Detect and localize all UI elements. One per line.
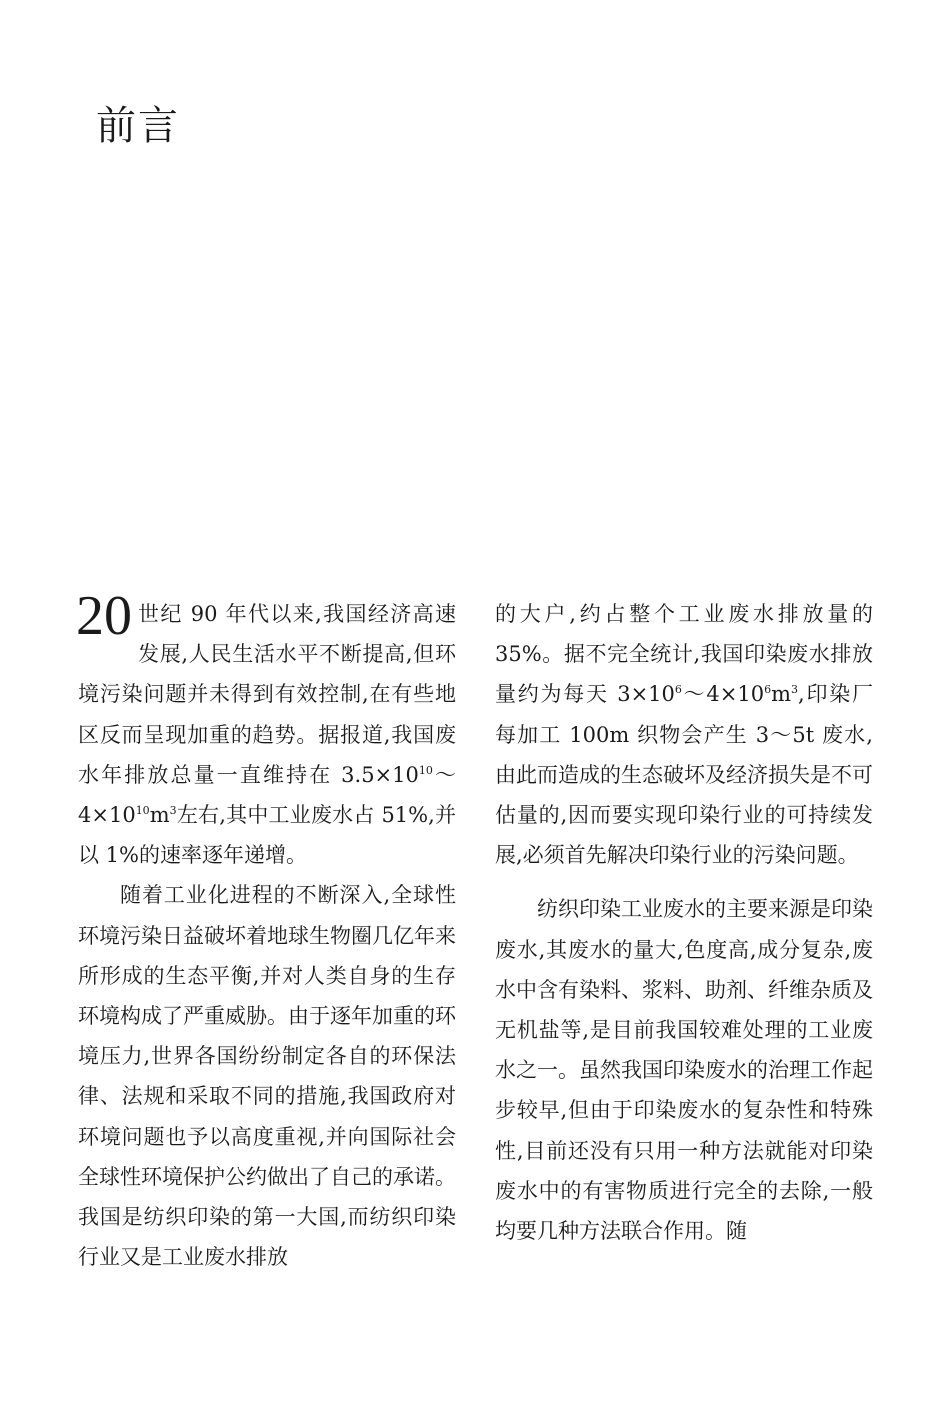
drop-cap-number: 20 [76, 585, 132, 647]
right-column [495, 594, 873, 1251]
exponent: 6 [674, 683, 682, 697]
paragraph-intro [76, 585, 456, 875]
left-column [76, 585, 456, 1277]
intro-text-b: ～4×10 [78, 762, 456, 828]
intro-text-c: m [149, 803, 170, 828]
exponent: 10 [418, 763, 433, 777]
exponent: 3 [169, 804, 177, 818]
paragraph-continued [495, 594, 873, 875]
exponent: 10 [135, 804, 150, 818]
continued-text-d: ,印染厂每加工 100m 织物会产生 3～5t 废水,由此而造成的生态破坏及经济损失是不可估量的,因而要实现印染行业的可持续发展,必须首先解决印染行业的污染问题。 [495, 682, 873, 868]
intro-text-d: 左右,其中工业废水占 51%,并以 1%的速率逐年递增。 [78, 803, 456, 868]
intro-text-a: 世纪 90 年代以来,我国经济高速发展,人民生活水平不断提高,但环境污染问题并未得到有效控制,在有些地区反而呈现加重的趋势。据报道,我国废水年排放总量一直维持在 3.5×10 [78, 602, 456, 787]
continued-text-c: m [771, 682, 792, 707]
page-title: 前言 [96, 103, 180, 149]
paragraph-industrialization: 随着工业化进程的不断深入,全球性环境污染日益破坏着地球生物圈几亿年来所形成的生态平衡,并对人类自身的生存环境构成了严重威胁。由于逐年加重的环境压力,世界各国纷纷制定各自的环保法律、法规和采取不同的措施,我国政府对环境问题也予以高度重视,并向国际社会全球性环境保护公约做出了自己的承诺。我国是纺织印染的第一大国,而纺织印染行业又是工业废水排放 [78, 883, 456, 1270]
continued-text-b: ～4×10 [681, 682, 765, 707]
exponent: 6 [764, 683, 772, 697]
continued-text-a: 的大户,约占整个工业废水排放量的 35%。据不完全统计,我国印染废水排放量约为每天 3×10 [495, 602, 873, 707]
paragraph-wastewater-sources: 纺织印染工业废水的主要来源是印染废水,其废水的量大,色度高,成分复杂,废水中含有染料、浆料、助剂、纤维杂质及无机盐等,是目前我国较难处理的工业废水之一。虽然我国印染废水的治理工作起步较早,但由于印染废水的复杂性和特殊性,目前还没有只用一种方法就能对印染废水中的有害物质进行完全的去除,一般均要几种方法联合作用。随 [495, 897, 873, 1244]
exponent: 3 [791, 683, 799, 697]
